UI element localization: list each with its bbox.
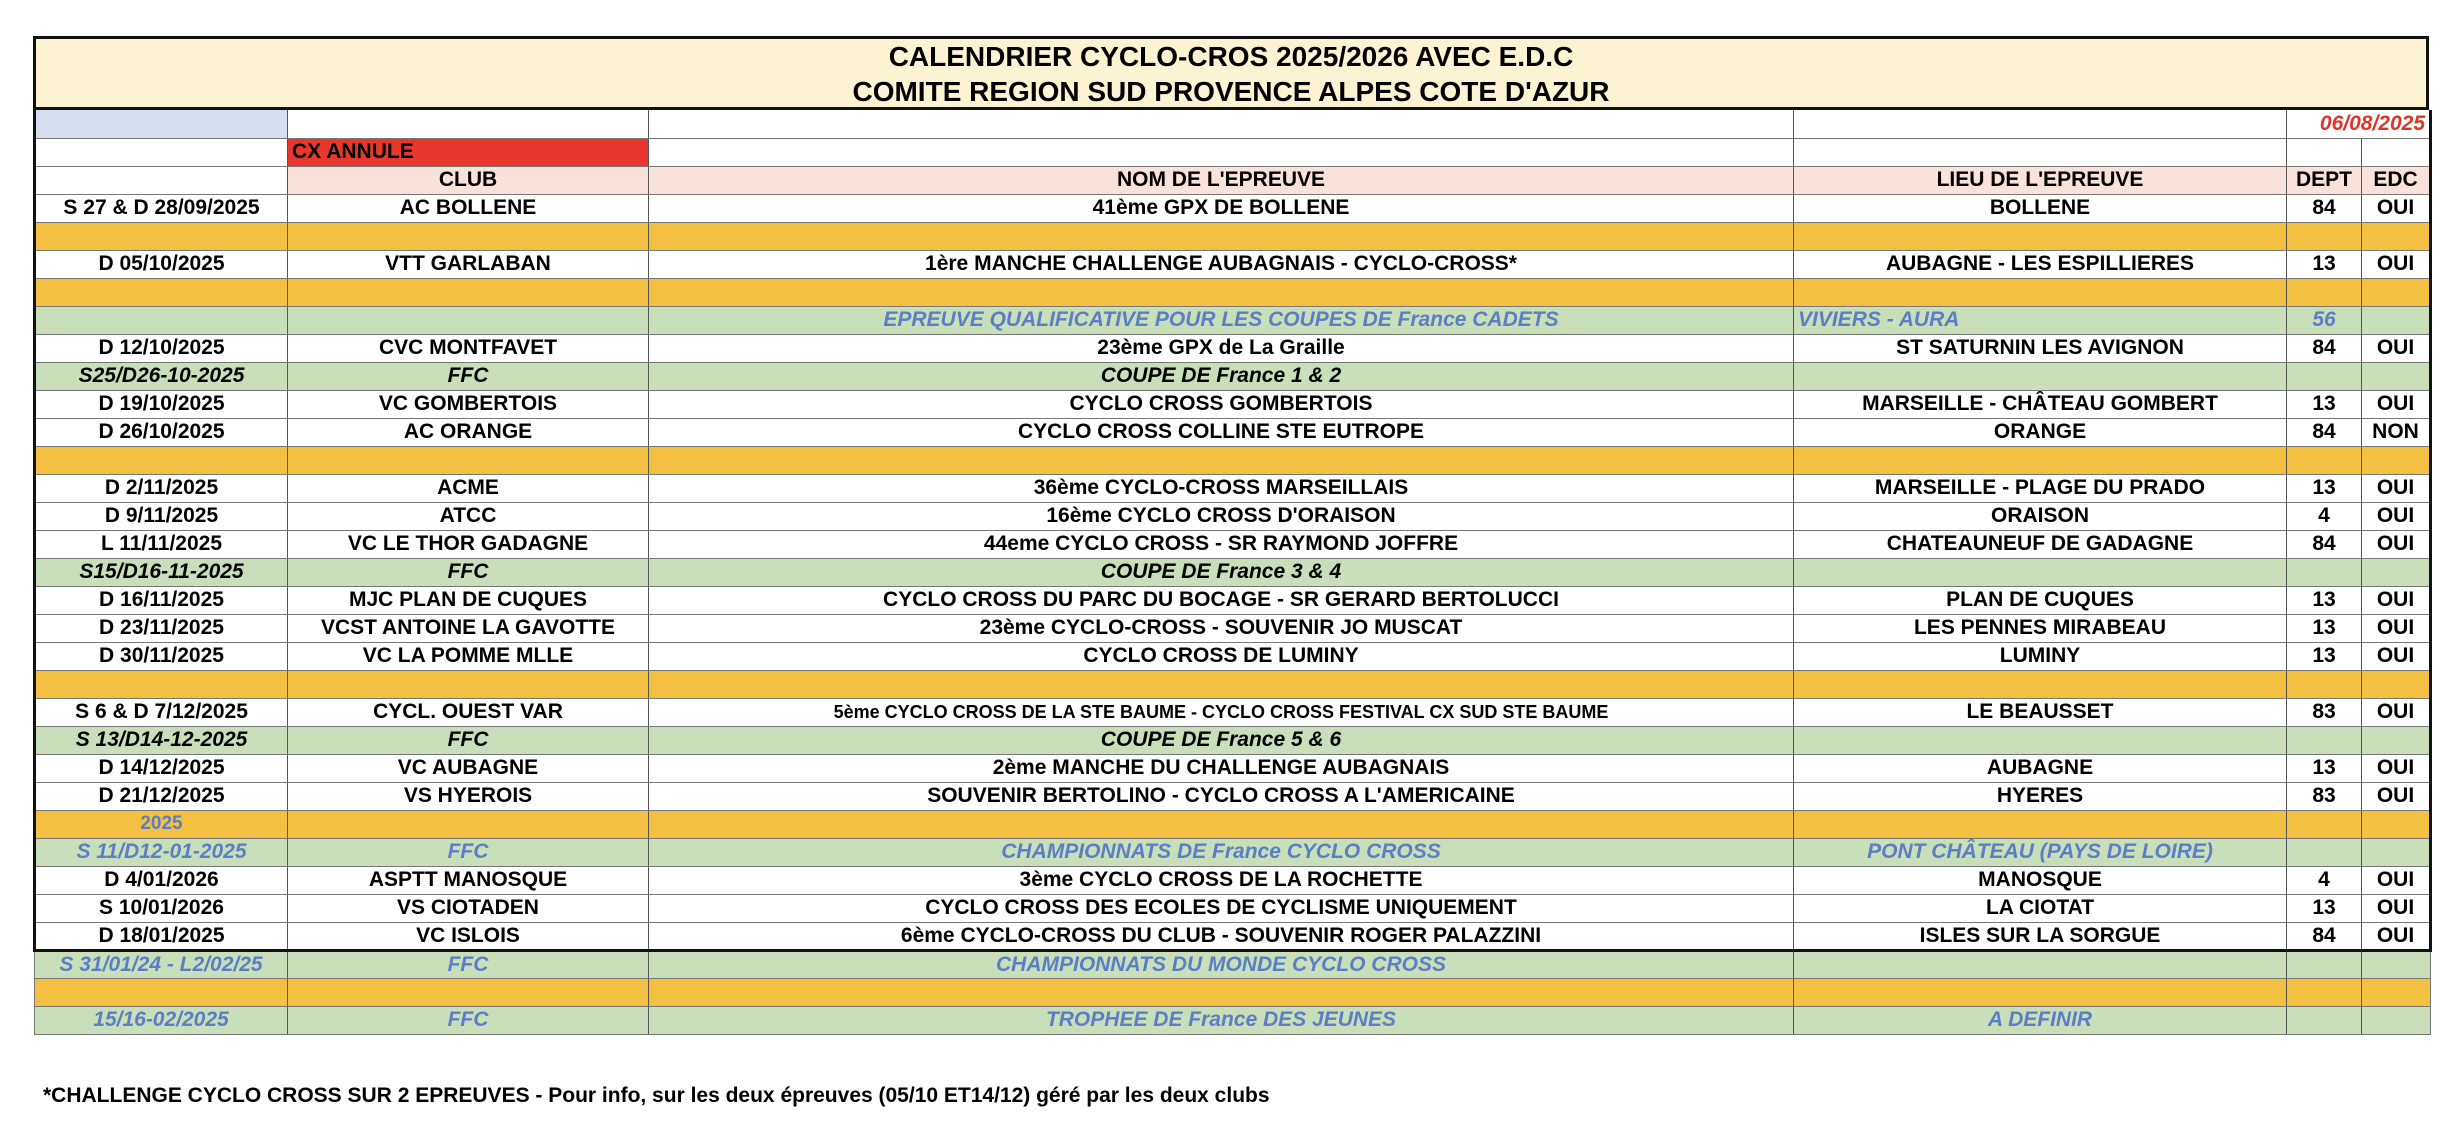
cell-date: D 12/10/2025 (35, 334, 288, 362)
cell-lieu: ISLES SUR LA SORGUE (1794, 922, 2287, 950)
cell-lieu: HYERES (1794, 782, 2287, 810)
cell-edc (2362, 726, 2431, 754)
cell-edc: NON (2362, 418, 2431, 446)
title-block (33, 36, 2429, 110)
cell-edc (2362, 950, 2431, 978)
cell-edc: OUI (2362, 334, 2431, 362)
separator-row (35, 978, 2431, 1006)
cell-lieu (1794, 978, 2287, 1006)
cell-date: S 27 & D 28/09/2025 (35, 194, 288, 222)
cell-date (35, 222, 288, 250)
cell-epreuve: EPREUVE QUALIFICATIVE POUR LES COUPES DE France CADETS (649, 306, 1794, 334)
cell-epreuve (649, 978, 1794, 1006)
cell-club: FFC (288, 1006, 649, 1034)
title-line-2: COMITE REGION SUD PROVENCE ALPES COTE D'AZUR (852, 76, 1610, 107)
cell-dept (2287, 558, 2362, 586)
cell-epreuve: CYCLO CROSS DU PARC DU BOCAGE - SR GERARD BERTOLUCCI (649, 586, 1794, 614)
cell-dept: 13 (2287, 390, 2362, 418)
cell-lieu: AUBAGNE (1794, 754, 2287, 782)
cell-epreuve: 6ème CYCLO-CROSS DU CLUB - SOUVENIR ROGER PALAZZINI (649, 922, 1794, 950)
cell-date: D 2/11/2025 (35, 474, 288, 502)
cell-lieu: PLAN DE CUQUES (1794, 586, 2287, 614)
separator-row (35, 222, 2431, 250)
event-row (35, 754, 2431, 782)
event-row (35, 922, 2431, 950)
cell-club (288, 810, 649, 838)
header-date (35, 166, 288, 194)
event-row (35, 250, 2431, 278)
cell-edc: OUI (2362, 754, 2431, 782)
cell-lieu: LUMINY (1794, 642, 2287, 670)
meta-row (35, 110, 2431, 138)
cell-dept (2287, 950, 2362, 978)
cell-epreuve (649, 222, 1794, 250)
blank-cell (649, 138, 1794, 166)
cell-date: D 30/11/2025 (35, 642, 288, 670)
cell-club: FFC (288, 362, 649, 390)
cell-club: ACME (288, 474, 649, 502)
header-lieu: LIEU DE L'EPREUVE (1794, 166, 2287, 194)
cell-dept: 84 (2287, 922, 2362, 950)
cell-club: VCST ANTOINE LA GAVOTTE (288, 614, 649, 642)
cell-lieu (1794, 670, 2287, 698)
footnote: *CHALLENGE CYCLO CROSS SUR 2 EPREUVES - Pour info, sur les deux épreuves (05/10 ET14/12) géré par les deux clubs (43, 1084, 1270, 1107)
cell-club: VTT GARLABAN (288, 250, 649, 278)
cell-date: D 14/12/2025 (35, 754, 288, 782)
event-row (35, 586, 2431, 614)
blank-cell (2362, 138, 2431, 166)
event-row (35, 894, 2431, 922)
cell-edc: OUI (2362, 698, 2431, 726)
event-row (35, 418, 2431, 446)
cell-epreuve: CYCLO CROSS DES ECOLES DE CYCLISME UNIQUEMENT (649, 894, 1794, 922)
cell-date (35, 446, 288, 474)
cell-lieu: MARSEILLE - PLAGE DU PRADO (1794, 474, 2287, 502)
legend-row (35, 138, 2431, 166)
cell-epreuve: COUPE DE France 5 & 6 (649, 726, 1794, 754)
cell-date: S15/D16-11-2025 (35, 558, 288, 586)
header-dept: DEPT (2287, 166, 2362, 194)
cell-club: VC LE THOR GADAGNE (288, 530, 649, 558)
cell-epreuve: CYCLO CROSS COLLINE STE EUTROPE (649, 418, 1794, 446)
ffc-row (35, 838, 2431, 866)
blank-cell (1794, 110, 2287, 138)
cell-lieu (1794, 950, 2287, 978)
event-row (35, 698, 2431, 726)
cell-lieu: LA CIOTAT (1794, 894, 2287, 922)
cell-date: S 13/D14-12-2025 (35, 726, 288, 754)
event-row (35, 642, 2431, 670)
cell-dept: 84 (2287, 194, 2362, 222)
cell-dept (2287, 446, 2362, 474)
cell-epreuve: 41ème GPX DE BOLLENE (649, 194, 1794, 222)
cell-edc: OUI (2362, 894, 2431, 922)
cell-edc: OUI (2362, 922, 2431, 950)
cell-date: 2025 (35, 810, 288, 838)
cell-dept: 84 (2287, 418, 2362, 446)
blank-cell (35, 138, 288, 166)
cell-epreuve: 44eme CYCLO CROSS - SR RAYMOND JOFFRE (649, 530, 1794, 558)
cell-dept (2287, 222, 2362, 250)
cell-lieu (1794, 810, 2287, 838)
header-epreuve: NOM DE L'EPREUVE (649, 166, 1794, 194)
cell-club: AC ORANGE (288, 418, 649, 446)
cell-lieu: BOLLENE (1794, 194, 2287, 222)
cell-dept: 4 (2287, 502, 2362, 530)
cell-club: ASPTT MANOSQUE (288, 866, 649, 894)
cell-club: VC AUBAGNE (288, 754, 649, 782)
cell-date: S 11/D12-01-2025 (35, 838, 288, 866)
cell-lieu: CHATEAUNEUF DE GADAGNE (1794, 530, 2287, 558)
cell-lieu (1794, 278, 2287, 306)
cell-date: S 31/01/24 - L2/02/25 (35, 950, 288, 978)
cell-edc: OUI (2362, 530, 2431, 558)
cell-dept (2287, 278, 2362, 306)
blank-blue-cell (35, 110, 288, 138)
calendar-table (33, 110, 2432, 1035)
ffc-row (35, 362, 2431, 390)
cell-epreuve: 16ème CYCLO CROSS D'ORAISON (649, 502, 1794, 530)
cell-lieu: ORANGE (1794, 418, 2287, 446)
cell-edc (2362, 278, 2431, 306)
cell-epreuve: 23ème CYCLO-CROSS - SOUVENIR JO MUSCAT (649, 614, 1794, 642)
cell-lieu: LES PENNES MIRABEAU (1794, 614, 2287, 642)
cell-epreuve (649, 810, 1794, 838)
cell-dept: 84 (2287, 530, 2362, 558)
cell-epreuve: 1ère MANCHE CHALLENGE AUBAGNAIS - CYCLO-CROSS* (649, 250, 1794, 278)
event-row (35, 530, 2431, 558)
cell-date (35, 978, 288, 1006)
ffc-row (35, 558, 2431, 586)
cell-edc: OUI (2362, 250, 2431, 278)
cell-edc (2362, 838, 2431, 866)
separator-row (35, 446, 2431, 474)
cell-date (35, 278, 288, 306)
separator-row (35, 278, 2431, 306)
cell-edc: OUI (2362, 474, 2431, 502)
cell-edc: OUI (2362, 194, 2431, 222)
cell-dept: 13 (2287, 754, 2362, 782)
cell-date: D 23/11/2025 (35, 614, 288, 642)
cell-epreuve: COUPE DE France 3 & 4 (649, 558, 1794, 586)
cell-epreuve: 3ème CYCLO CROSS DE LA ROCHETTE (649, 866, 1794, 894)
cell-edc (2362, 978, 2431, 1006)
legend-annule: CX ANNULE (288, 138, 649, 166)
cell-club: ATCC (288, 502, 649, 530)
cell-lieu: ORAISON (1794, 502, 2287, 530)
cell-lieu (1794, 362, 2287, 390)
cell-dept: 13 (2287, 614, 2362, 642)
calendar-sheet (33, 36, 2429, 1035)
cell-edc (2362, 222, 2431, 250)
cell-club (288, 222, 649, 250)
header-edc: EDC (2362, 166, 2431, 194)
cell-dept: 13 (2287, 894, 2362, 922)
report-date: 06/08/2025 (2287, 110, 2431, 138)
event-row (35, 782, 2431, 810)
year-row (35, 810, 2431, 838)
cell-club (288, 278, 649, 306)
cell-lieu: LE BEAUSSET (1794, 698, 2287, 726)
cell-epreuve: CYCLO CROSS DE LUMINY (649, 642, 1794, 670)
cell-club (288, 446, 649, 474)
cell-dept: 84 (2287, 334, 2362, 362)
cell-date: D 05/10/2025 (35, 250, 288, 278)
title-line-1: CALENDRIER CYCLO-CROS 2025/2026 AVEC E.D.C (888, 41, 1574, 72)
cell-epreuve: TROPHEE DE France DES JEUNES (649, 1006, 1794, 1034)
cell-dept (2287, 726, 2362, 754)
cell-epreuve: CHAMPIONNATS DU MONDE CYCLO CROSS (649, 950, 1794, 978)
cell-lieu: MANOSQUE (1794, 866, 2287, 894)
cell-club (288, 306, 649, 334)
cell-club: MJC PLAN DE CUQUES (288, 586, 649, 614)
cell-lieu: VIVIERS - AURA (1794, 306, 2287, 334)
cell-date: S 6 & D 7/12/2025 (35, 698, 288, 726)
cell-edc (2362, 1006, 2431, 1034)
cell-epreuve (649, 446, 1794, 474)
cell-epreuve: SOUVENIR BERTOLINO - CYCLO CROSS A L'AMERICAINE (649, 782, 1794, 810)
cell-dept: 4 (2287, 866, 2362, 894)
cell-date: S25/D26-10-2025 (35, 362, 288, 390)
cell-date: 15/16-02/2025 (35, 1006, 288, 1034)
cell-edc: OUI (2362, 586, 2431, 614)
cell-club: CVC MONTFAVET (288, 334, 649, 362)
cell-epreuve: 23ème GPX de La Graille (649, 334, 1794, 362)
cell-edc: OUI (2362, 502, 2431, 530)
cell-club: VC LA POMME MLLE (288, 642, 649, 670)
cell-date: D 9/11/2025 (35, 502, 288, 530)
cell-dept: 83 (2287, 782, 2362, 810)
cell-edc (2362, 670, 2431, 698)
cell-edc: OUI (2362, 866, 2431, 894)
cell-epreuve: 2ème MANCHE DU CHALLENGE AUBAGNAIS (649, 754, 1794, 782)
cell-lieu (1794, 222, 2287, 250)
blank-cell (1794, 138, 2287, 166)
cell-dept (2287, 670, 2362, 698)
ffc-row (35, 1006, 2431, 1034)
cell-dept: 13 (2287, 642, 2362, 670)
cell-club: FFC (288, 726, 649, 754)
cell-club: FFC (288, 838, 649, 866)
cell-lieu: AUBAGNE - LES ESPILLIERES (1794, 250, 2287, 278)
cell-dept: 13 (2287, 474, 2362, 502)
cell-edc: OUI (2362, 782, 2431, 810)
cell-date: L 11/11/2025 (35, 530, 288, 558)
cell-edc (2362, 362, 2431, 390)
cell-dept: 13 (2287, 250, 2362, 278)
cell-club: VS CIOTADEN (288, 894, 649, 922)
cell-club (288, 978, 649, 1006)
cell-club: VC GOMBERTOIS (288, 390, 649, 418)
cell-edc: OUI (2362, 642, 2431, 670)
cell-lieu: PONT CHÂTEAU (PAYS DE LOIRE) (1794, 838, 2287, 866)
cell-dept (2287, 978, 2362, 1006)
cell-club: VC ISLOIS (288, 922, 649, 950)
blank-cell (2287, 138, 2362, 166)
cell-lieu (1794, 726, 2287, 754)
cell-club: AC BOLLENE (288, 194, 649, 222)
cell-edc (2362, 810, 2431, 838)
cell-epreuve: COUPE DE France 1 & 2 (649, 362, 1794, 390)
event-row (35, 502, 2431, 530)
cell-dept (2287, 1006, 2362, 1034)
cell-dept: 56 (2287, 306, 2362, 334)
cell-club: FFC (288, 558, 649, 586)
cell-epreuve (649, 670, 1794, 698)
cell-epreuve: 36ème CYCLO-CROSS MARSEILLAIS (649, 474, 1794, 502)
cell-epreuve: 5ème CYCLO CROSS DE LA STE BAUME - CYCLO CROSS FESTIVAL CX SUD STE BAUME (649, 698, 1794, 726)
cell-dept (2287, 362, 2362, 390)
event-row (35, 614, 2431, 642)
cell-date: D 16/11/2025 (35, 586, 288, 614)
ffc-row (35, 306, 2431, 334)
header-row (35, 166, 2431, 194)
cell-edc (2362, 306, 2431, 334)
cell-lieu: ST SATURNIN LES AVIGNON (1794, 334, 2287, 362)
cell-club: CYCL. OUEST VAR (288, 698, 649, 726)
cell-edc: OUI (2362, 390, 2431, 418)
separator-row (35, 670, 2431, 698)
cell-date: D 19/10/2025 (35, 390, 288, 418)
event-row (35, 474, 2431, 502)
cell-date (35, 670, 288, 698)
event-row (35, 866, 2431, 894)
cell-lieu: MARSEILLE - CHÂTEAU GOMBERT (1794, 390, 2287, 418)
ffc-row (35, 950, 2431, 978)
cell-club: FFC (288, 950, 649, 978)
blank-cell (288, 110, 649, 138)
header-club: CLUB (288, 166, 649, 194)
cell-epreuve: CHAMPIONNATS DE France CYCLO CROSS (649, 838, 1794, 866)
cell-dept (2287, 810, 2362, 838)
cell-date: D 4/01/2026 (35, 866, 288, 894)
cell-club: VS HYEROIS (288, 782, 649, 810)
cell-epreuve (649, 278, 1794, 306)
cell-date: D 18/01/2025 (35, 922, 288, 950)
cell-date: D 26/10/2025 (35, 418, 288, 446)
cell-date: S 10/01/2026 (35, 894, 288, 922)
cell-club (288, 670, 649, 698)
cell-lieu (1794, 446, 2287, 474)
ffc-row (35, 726, 2431, 754)
cell-lieu (1794, 558, 2287, 586)
cell-dept: 83 (2287, 698, 2362, 726)
cell-date (35, 306, 288, 334)
event-row (35, 390, 2431, 418)
cell-edc: OUI (2362, 614, 2431, 642)
cell-edc (2362, 446, 2431, 474)
event-row (35, 194, 2431, 222)
cell-epreuve: CYCLO CROSS GOMBERTOIS (649, 390, 1794, 418)
blank-cell (649, 110, 1794, 138)
cell-date: D 21/12/2025 (35, 782, 288, 810)
event-row (35, 334, 2431, 362)
cell-lieu: A DEFINIR (1794, 1006, 2287, 1034)
cell-dept (2287, 838, 2362, 866)
cell-edc (2362, 558, 2431, 586)
cell-dept: 13 (2287, 586, 2362, 614)
